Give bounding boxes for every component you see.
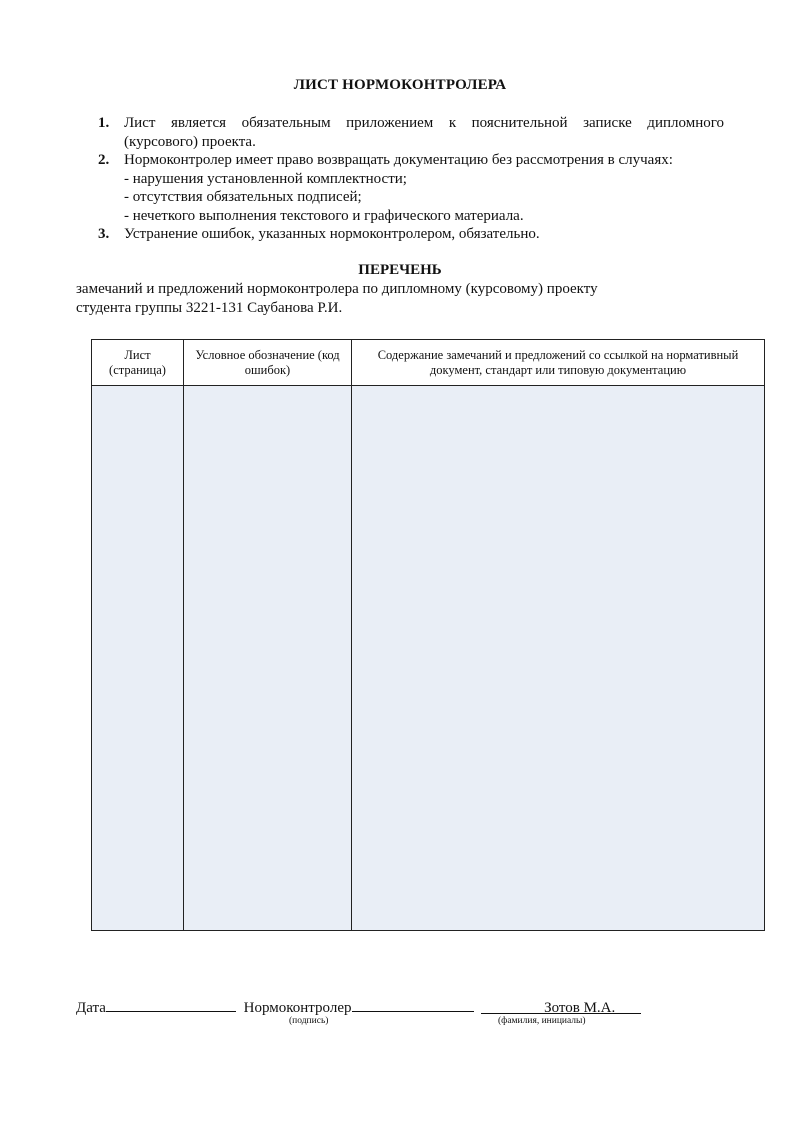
rule-2	[98, 151, 724, 170]
date-field[interactable]	[106, 997, 236, 1012]
rule-number: 3.	[98, 226, 110, 242]
header-content: Содержание замечаний и предложений со ссылкой на нормативный документ, стандарт или типовую документацию	[352, 340, 765, 386]
name-field	[481, 1000, 641, 1014]
header-code: Условное обозначение (код ошибок)	[184, 340, 352, 386]
rule-1	[98, 114, 724, 151]
rule-2-subitem: - нарушения установленной комплектности;	[124, 170, 407, 187]
controller-name: Зотов М.А.	[544, 1000, 616, 1016]
name-caption: (фамилия, инициалы)	[498, 1016, 586, 1026]
content-cell[interactable]	[352, 386, 765, 931]
rule-2-subitem: - нечеткого выполнения текстового и графического материала.	[124, 207, 524, 224]
table-header-row	[92, 340, 765, 386]
rule-2-subitem: - отсутствия обязательных подписей;	[124, 189, 362, 205]
rules-list	[98, 114, 724, 244]
controller-label: Нормоконтролер	[243, 1000, 352, 1016]
code-cell[interactable]	[184, 386, 352, 931]
rule-text-tail: (курсового) проекта.	[124, 133, 256, 150]
remarks-table	[91, 339, 765, 931]
list-title: ПЕРЕЧЕНЬ	[358, 262, 442, 278]
signature-caption: (подпись)	[289, 1016, 329, 1026]
signature-field[interactable]	[352, 997, 474, 1012]
list-subtitle: замечаний и предложений нормоконтролера по дипломному (курсовому) проекту	[76, 281, 598, 297]
date-label: Дата	[76, 1000, 106, 1016]
student-line: студента группы 3221-131 Саубанова Р.И.	[76, 300, 343, 316]
table-row	[92, 386, 765, 931]
sheet-cell[interactable]	[92, 386, 184, 931]
rule-text: Устранение ошибок, указанных нормоконтролером, обязательно.	[124, 226, 540, 242]
document-title: ЛИСТ НОРМОКОНТРОЛЕРА	[293, 77, 507, 93]
rule-number: 1.	[98, 115, 110, 131]
rule-number: 2.	[98, 152, 110, 168]
rule-3	[98, 225, 724, 244]
rule-text: Нормоконтролер имеет право возвращать документацию без рассмотрения в случаях:	[124, 152, 673, 168]
rule-text: Лист является обязательным приложением к пояснительной записке дипломного	[124, 115, 724, 131]
signature-line	[76, 997, 641, 1017]
header-sheet: Лист (страница)	[92, 340, 184, 386]
